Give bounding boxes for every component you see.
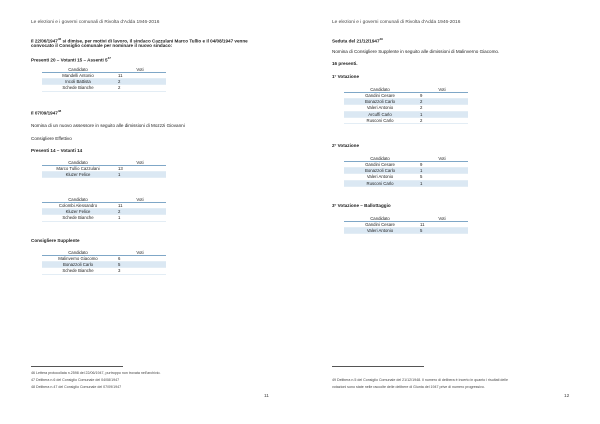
column-header: Voti [114,66,166,73]
candidate-cell: Valeri Antonio [344,174,416,180]
running-header: Le elezioni e i governi comunali di Rivolta d'Adda 1946-2016 [31,20,160,25]
votes-cell: 2 [114,79,166,85]
votes-cell: 5 [416,228,468,234]
candidate-cell: Bonazzoli Carlo [344,168,416,174]
candidate-cell: Bonazzoli Carlo [344,99,416,105]
footnote-47: 47 Delibera n.6 del Consiglio Comunale del 04/08/1947 [31,378,120,382]
candidate-cell: Valeri Antonio [344,228,416,234]
candidate-cell: Rusconi Carlo [344,117,416,123]
seduta-line: Seduta del 21/12/1947$^{49}$ [332,37,383,44]
candidate-cell: Gandini Cesare [344,93,416,99]
table-row [42,85,166,91]
column-header: Voti [114,159,166,166]
votes-cell: 9 [416,162,468,168]
votes-cell: 6 [114,256,166,262]
votazione-2-title: 2° Votazione [332,143,360,148]
candidate-cell: Arcuffi Carlo [344,111,416,117]
footnote-49-cont: votazioni sono state nelle raccolte delle delibere di Giunta del 1947 prive di numero progressivo. [332,385,485,389]
votes-cell: 2 [114,85,166,91]
page-number: 11 [264,394,269,399]
paragraph-dimissioni: Il 22/06/1947$^{46}$ si dimise, per motivi di lavoro, il sindaco Cazzulani Marco Tullio e il 04/08/1947 venne [31,37,248,44]
vote-table-votazione-1 [344,86,468,124]
votazione-3-title: 3° Votazione – Ballottaggio [332,203,391,208]
presenti-line: 16 presenti. [332,61,358,66]
votes-cell: 3 [114,268,166,274]
candidate-cell: Schede Bianche [42,85,114,91]
candidate-cell: Valeri Antonio [344,105,416,111]
paragraph-nomina: Nomina di un nuovo assessore in seguito alle dimissioni di Mozzzi Giovanni [31,123,185,128]
table-row [42,172,166,178]
section-title-effettivo: Consigliere Effettivo [31,136,72,141]
candidate-cell: Gandini Cesare [344,162,416,168]
candidate-cell: Mandelli Antonio [42,73,114,79]
column-header: Voti [114,249,166,256]
candidate-cell: Kluzer Felice [42,209,114,215]
page-12 [300,0,600,424]
vote-table-supplente [42,249,166,275]
column-header: Candidato [42,66,114,73]
candidate-cell: Schede Bianche [42,215,114,221]
column-header: Candidato [344,86,416,93]
column-header: Candidato [42,159,114,166]
page-number: 12 [564,394,570,399]
candidate-cell: Incoli Battista [42,79,114,85]
votes-cell: 2 [416,99,468,105]
footnote-46: 46 Lettera protocollata n.2598 del 22/06/1947, purtroppo non trovata nell'archivio. [31,371,161,375]
votes-cell: 13 [114,166,166,172]
presenti-line: Presenti 20 – Votanti 15 – Assenti $5^{47}$ [31,56,111,63]
column-header: Candidato [42,196,114,203]
table-row [42,268,166,274]
votes-cell: 9 [416,93,468,99]
votes-cell: 11 [416,222,468,228]
footnote-separator [332,366,424,367]
votes-cell: 11 [114,203,166,209]
votes-cell: 1 [114,215,166,221]
votazione-1-title: 1° Votazione [332,74,360,79]
votes-cell: 2 [416,117,468,123]
votes-cell: 1 [114,172,166,178]
paragraph-nomina: Nomina di Consigliere Supplente in seguito alle dimissioni di Malinverno Giacomo. [332,49,500,54]
presenti-line: Presenti 14 – Votanti 14 [31,148,83,153]
column-header: Voti [416,155,468,162]
table-row [344,117,468,123]
candidate-cell: Marco Tullio Cazzulani [42,166,114,172]
candidate-cell: Malinverno Giacomo [42,256,114,262]
candidate-cell: Kluzer Felice [42,172,114,178]
table-row [42,215,166,221]
column-header: Candidato [344,215,416,222]
votes-cell: 2 [416,105,468,111]
table-row [344,228,468,234]
votes-cell: 5 [416,174,468,180]
candidate-cell: Rusconi Carlo [344,180,416,186]
vote-table-ballottaggio [344,215,468,234]
column-header: Voti [416,86,468,93]
candidate-cell: Bonazzoli Carlo [42,262,114,268]
footnote-separator [31,366,123,367]
footnote-48: 48 Delibera n.47 del Consiglio Comunale del 07/09/1947 [31,385,122,389]
column-header: Candidato [344,155,416,162]
section-title-supplente: Consigliere Supplente [31,238,80,243]
column-header: Candidato [42,249,114,256]
candidate-cell: Schede Bianche [42,268,114,274]
votes-cell: 1 [416,168,468,174]
footnote-49: 49 Delibera n.5 del Consiglio Comunale del 21/12/1948. Il numero di delibera è incerto in quanto i risultati delle [332,378,509,382]
paragraph-convocato: convocato il Consiglio comunale per nominare il nuovo sindaco: [31,43,173,48]
candidate-cell: Gandini Cesare [344,222,416,228]
vote-table-sindaco [42,66,166,92]
column-header: Voti [114,196,166,203]
column-header: Voti [416,215,468,222]
vote-table-effettivo [42,159,166,178]
date-line: Il 07/09/1947$^{48}$ [31,109,62,116]
candidate-cell: Colombi Alessandro [42,203,114,209]
votes-cell: 11 [114,73,166,79]
votes-cell: 1 [416,180,468,186]
votes-cell: 1 [416,111,468,117]
running-header: Le elezioni e i governi comunali di Rivolta d'Adda 1946-2016 [332,20,461,25]
votes-cell: 5 [114,262,166,268]
table-row [344,180,468,186]
votes-cell: 2 [114,209,166,215]
vote-table-votazione-2 [344,155,468,187]
vote-table-assessore [42,196,166,222]
